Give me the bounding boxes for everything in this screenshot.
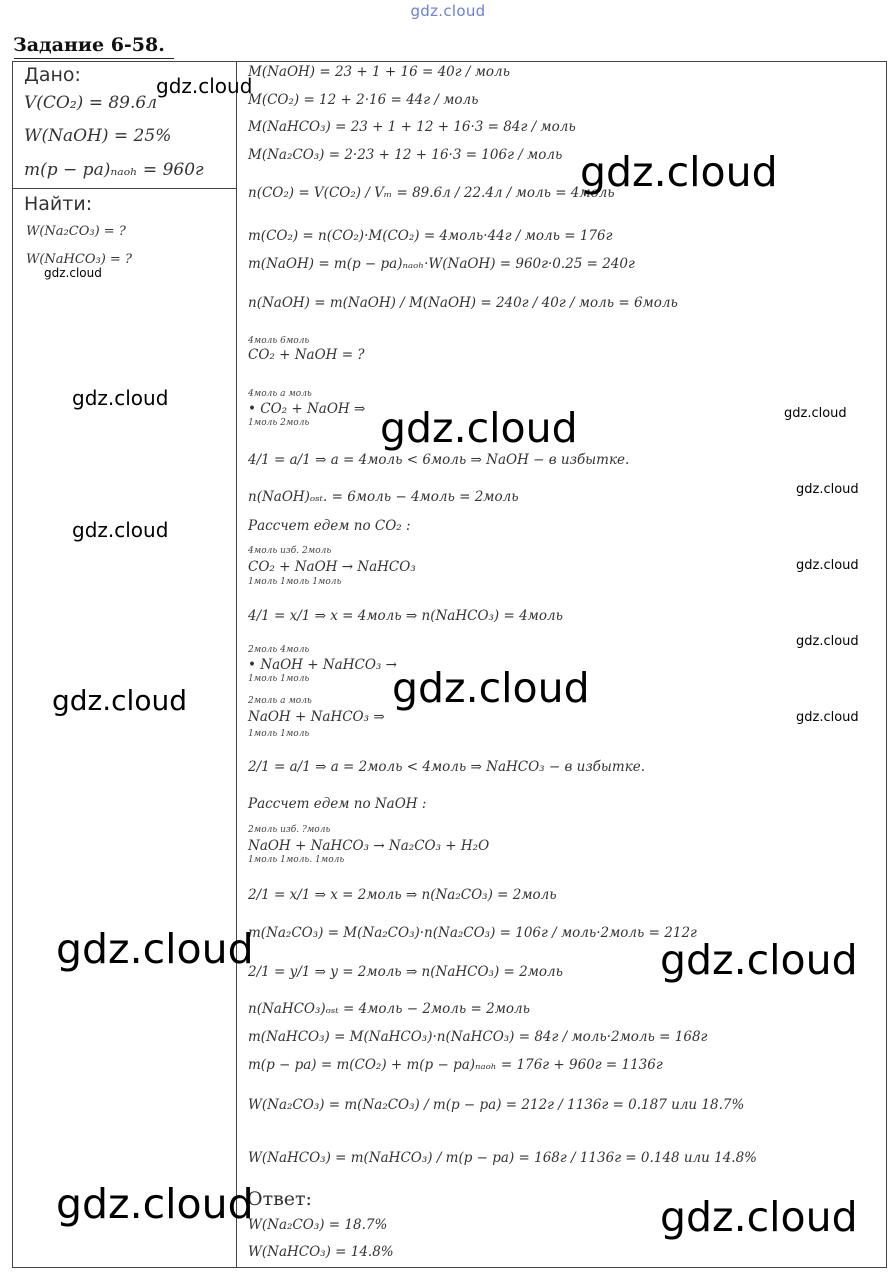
watermark: gdz.cloud [796,558,859,573]
watermark: gdz.cloud [660,936,858,984]
watermark: gdz.cloud [796,710,859,725]
solution-line: m(p − pa) = m(CO₂) + m(p − pa)ₙₐₒₕ = 176г + 960г = 1136г [248,1057,663,1073]
solution-line: 2/1 = y/1 ⇒ y = 2моль ⇒ n(NaHCO₃) = 2моль [248,964,563,980]
given-heading: Дано: [24,64,81,86]
watermark: gdz.cloud [784,406,847,421]
solution-line: m(CO₂) = n(CO₂)·M(CO₂) = 4моль·44г / моль = 176г [248,228,613,244]
watermark: gdz.cloud [796,634,859,649]
column-divider [236,61,237,1268]
mole-note: 1моль 1моль. 1моль [248,855,345,865]
solution-line: 4/1 = a/1 ⇒ a = 4моль < 6моль ⇒ NaOH − в избытке. [248,452,630,468]
watermark: gdz.cloud [156,74,253,98]
find-heading: Найти: [24,193,93,215]
solution-line: M(NaHCO₃) = 23 + 1 + 12 + 16·3 = 84г / моль [248,119,576,135]
watermark: gdz.cloud [72,518,169,542]
solution-line: n(NaOH)ₒₛₜ. = 6моль − 4моль = 2моль [248,489,519,505]
solution-line: m(Na₂CO₃) = M(Na₂CO₃)·n(Na₂CO₃) = 106г / моль·2моль = 212г [248,925,697,941]
watermark: gdz.cloud [56,925,254,973]
solution-line: W(Na₂CO₃) = m(Na₂CO₃) / m(p − pa) = 212г / 1136г = 0.187 или 18.7% [248,1097,745,1113]
solution-line: m(NaOH) = m(p − pa)ₙₐₒₕ·W(NaOH) = 960г·0.25 = 240г [248,256,635,272]
watermark: gdz.cloud [380,404,578,452]
watermark: gdz.cloud [580,148,778,196]
solution-line: M(CO₂) = 12 + 2·16 = 44г / моль [248,92,479,108]
solution-line: W(NaHCO₃) = m(NaHCO₃) / m(p − pa) = 168г / 1136г = 0.148 или 14.8% [248,1150,758,1166]
watermark: gdz.cloud [52,684,187,717]
find-na2co3: W(Na₂CO₃) = ? [26,224,126,239]
answer-line: W(NaHCO₃) = 14.8% [248,1244,394,1260]
given-find-divider [12,188,237,189]
solution-line: Рассчет едем по CO₂ : [248,518,411,534]
solution-line: 2/1 = a/1 ⇒ a = 2моль < 4моль ⇒ NaHCO₃ − в избытке. [248,759,646,775]
watermark: gdz.cloud [796,482,859,497]
solution-line: CO₂ + NaOH → NaHCO₃ [248,559,416,575]
given-volume-co2: V(CO₂) = 89.6л [24,93,158,113]
watermark: gdz.cloud [660,1193,858,1241]
solution-line: CO₂ + NaOH = ? [248,347,365,363]
solution-line: • NaOH + NaHCO₃ → [248,657,397,673]
mole-note: 1моль 1моль 1моль [248,577,342,587]
mole-note: 1моль 2моль [248,418,310,428]
mole-note: 1моль 1моль [248,674,310,684]
given-mass-solution: m(p − pa)ₙₐₒₕ = 960г [24,160,204,180]
given-fraction-naoh: W(NaOH) = 25% [24,126,172,146]
mole-note: 2моль a моль [248,696,312,706]
solution-line: NaOH + NaHCO₃ ⇒ [248,709,385,725]
mole-note: 2моль 4моль [248,645,310,655]
watermark: gdz.cloud [392,664,590,712]
mole-note: 4моль 6моль [248,336,310,346]
mole-note: 4моль изб. 2моль [248,546,332,556]
title-underline [14,58,174,59]
answer-line: W(Na₂CO₃) = 18.7% [248,1217,388,1233]
solution-line: M(NaOH) = 23 + 1 + 16 = 40г / моль [248,64,510,80]
find-nahco3: W(NaHCO₃) = ? [26,252,132,267]
mole-note: 1моль 1моль [248,729,310,739]
solution-line: Рассчет едем по NaOH : [248,796,427,812]
answer-heading: Ответ: [247,1188,312,1210]
solution-line: m(NaHCO₃) = M(NaHCO₃)·n(NaHCO₃) = 84г / моль·2моль = 168г [248,1029,708,1045]
site-watermark-top: gdz.cloud [410,2,486,20]
mole-note: 2моль изб. ?моль [248,825,331,835]
mole-note: 4моль a моль [248,389,312,399]
solution-line: n(CO₂) = V(CO₂) / Vₘ = 89.6л / 22.4л / моль = 4моль [248,185,615,201]
solution-line: 4/1 = x/1 ⇒ x = 4моль ⇒ n(NaHCO₃) = 4моль [248,608,563,624]
solution-line: 2/1 = x/1 ⇒ x = 2моль ⇒ n(Na₂CO₃) = 2моль [248,887,557,903]
solution-line: n(NaOH) = m(NaOH) / M(NaOH) = 240г / 40г / моль = 6моль [248,295,678,311]
solution-line: n(NaHCO₃)ₒₛₜ = 4моль − 2моль = 2моль [248,1001,530,1017]
solution-line: NaOH + NaHCO₃ → Na₂CO₃ + H₂O [248,838,490,854]
solution-line: • CO₂ + NaOH ⇒ [248,401,366,417]
solution-line: M(Na₂CO₃) = 2·23 + 12 + 16·3 = 106г / моль [248,147,563,163]
task-title: Задание 6-58. [13,34,165,56]
watermark: gdz.cloud [44,266,102,280]
watermark: gdz.cloud [56,1180,254,1228]
watermark: gdz.cloud [72,386,169,410]
